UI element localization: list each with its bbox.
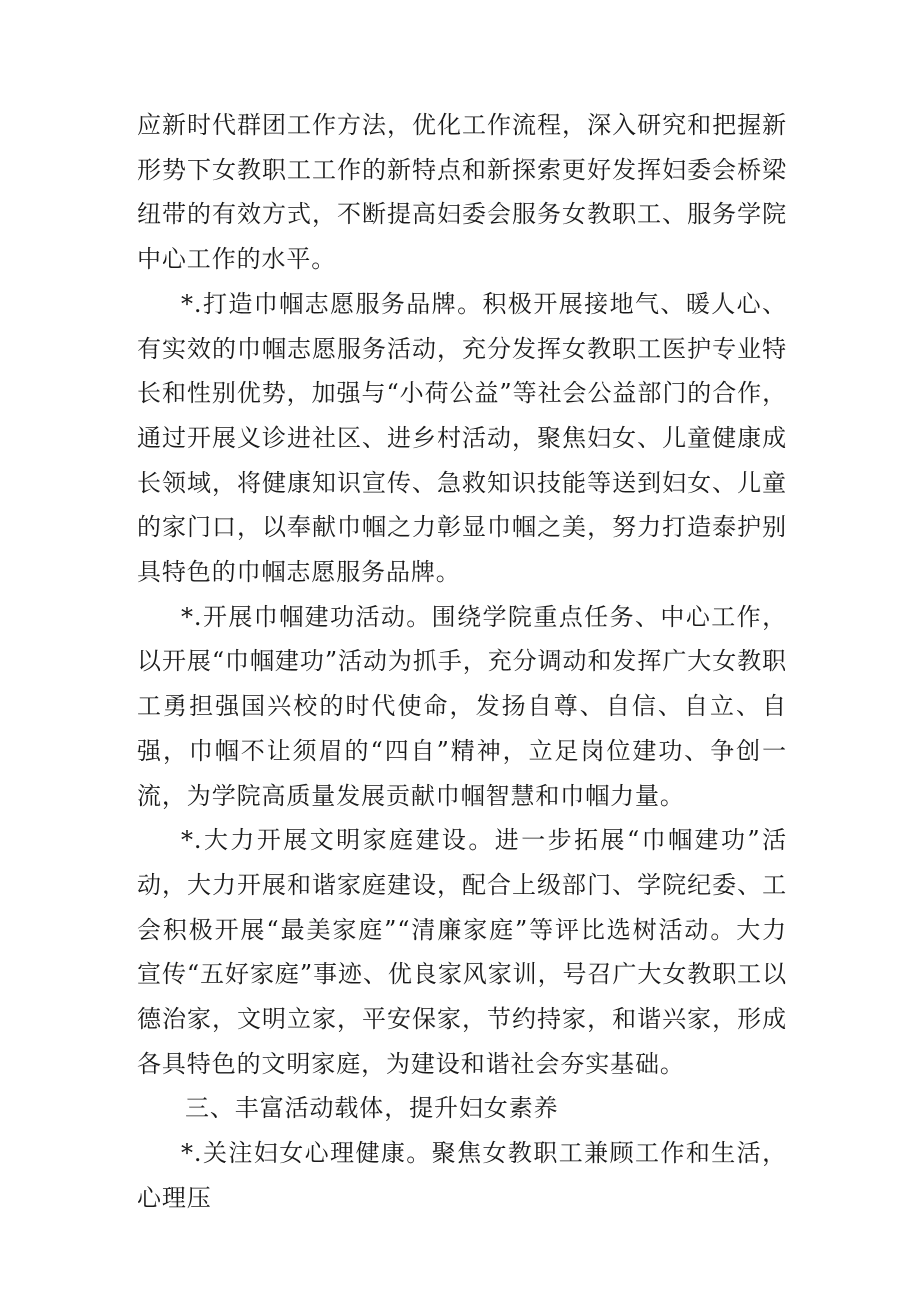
paragraph-volunteer-brand: *.打造巾帼志愿服务品牌。积极开展接地气、暖人心、有实效的巾帼志愿服务活动，充分发挥女教职工医护专业特长和性别优势，加强与“小荷公益”等社会公益部门的合作，通过开展义诊进社区、进乡村活动，聚焦妇女、儿童健康成长领域，将健康知识宣传、急救知识技能等送到妇女、儿童的家门口，以奉献巾帼之力彰显巾帼之美，努力打造泰护别具特色的巾帼志愿服务品牌。 <box>137 289 787 587</box>
document-body <box>137 103 787 1221</box>
paragraph-continuation: 应新时代群团工作方法，优化工作流程，深入研究和把握新形势下女教职工工作的新特点和新探索更好发挥妇委会桥梁纽带的有效方式，不断提高妇委会服务女教职工、服务学院中心工作的水平。 <box>137 111 787 274</box>
paragraph-mental-health: *.关注妇女心理健康。聚焦女教职工兼顾工作和生活，心理压 <box>137 1139 787 1212</box>
paragraph-women-achievement: *.开展巾帼建功活动。围绕学院重点任务、中心工作，以开展“巾帼建功”活动为抓手，充分调动和发挥广大女教职工勇担强国兴校的时代使命，发扬自尊、自信、自立、自强，巾帼不让须眉的“四自”精神，立足岗位建功、争创一流，为学院高质量发展贡献巾帼智慧和巾帼力量。 <box>137 602 787 810</box>
section-heading-three: 三、丰富活动载体，提升妇女素养 <box>185 1094 559 1123</box>
paragraph-civilized-family: *.大力开展文明家庭建设。进一步拓展“巾帼建功”活动，大力开展和谐家庭建设，配合上级部门、学院纪委、工会积极开展“最美家庭”“清廉家庭”等评比选树活动。大力宣传“五好家庭”事迹、优良家风家训，号召广大女教职工以德治家，文明立家，平安保家，节约持家，和谐兴家，形成各具特色的文明家庭，为建设和谐社会夯实基础。 <box>137 826 787 1078</box>
